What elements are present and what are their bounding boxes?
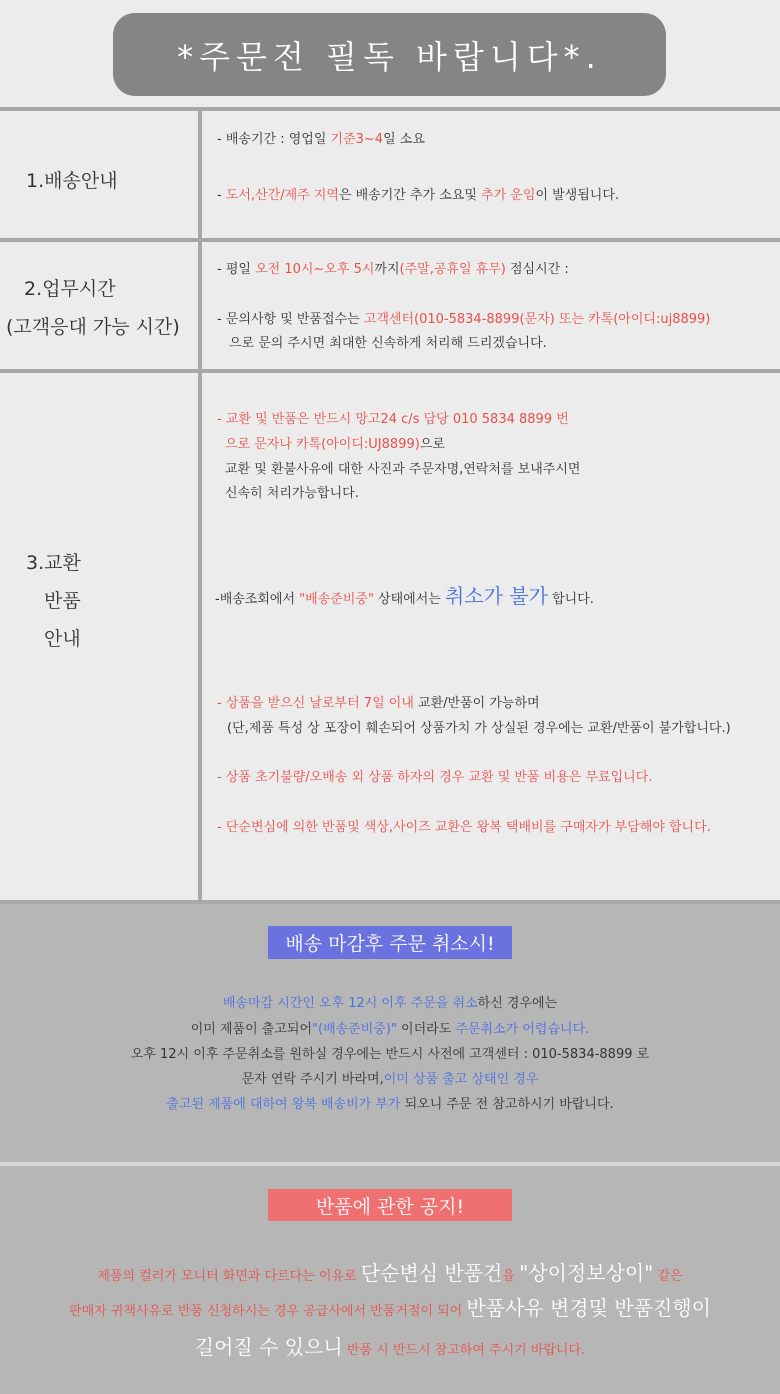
- hours-line: - 평일 오전 10시~오후 5시까지(주말,공휴일 휴무) 점심시간 :: [217, 262, 569, 277]
- cancel-line: 이미 제품이 출고되어"(배송준비중)" 이더라도 주문취소가 어렵습니다.: [190, 1022, 590, 1037]
- divider: [0, 238, 780, 242]
- exchange-photo-note: 교환 및 환불사유에 대한 사진과 주문자명,연락처를 보내주시면: [225, 462, 581, 477]
- exchange-fast-note: 신속히 처리가능합니다.: [225, 486, 359, 501]
- shipping-label: 1.배송안내: [26, 170, 118, 192]
- defect-free-return: - 상품 초기불량/오배송 외 상품 하자의 경우 교환 및 반품 비용은 무료입니다.: [217, 770, 653, 785]
- hours-label: 2.업무시간: [24, 278, 116, 300]
- shipping-period: - 배송기간 : 영업일 기준3~4일 소요: [217, 132, 425, 147]
- shipping-extra: - 도서,산간/제주 지역은 배송기간 추가 소요및 추가 운임이 발생됩니다.: [217, 188, 620, 203]
- exchange-contact: - 교환 및 반품은 반드시 망고24 c/s 담당 010 5834 8899 번: [217, 412, 569, 427]
- return-exception: (단,제품 특성 상 포장이 훼손되어 상품가치 가 상실된 경우에는 교환/반품이 불가합니다.): [227, 721, 731, 736]
- divider: [0, 107, 780, 111]
- exchange-contact-cont: 으로 문자나 카톡(아이디:UJ8899)으로: [225, 437, 445, 452]
- exchange-label: 반품: [44, 590, 81, 612]
- header: [0, 0, 780, 108]
- exchange-label: 3.교환: [26, 552, 81, 574]
- returns-line: 판매자 귀책사유로 반품 신청하시는 경우 공급사에서 반품거절이 되어 반품사유 변경및 반품진행이: [69, 1296, 711, 1320]
- return-period: - 상품을 받으신 날로부터 7일 이내 교환/반품이 가능하며: [217, 696, 540, 711]
- hours-contact-cont: 으로 문의 주시면 최대한 신속하게 처리해 드리겠습니다.: [229, 336, 547, 351]
- divider: [0, 369, 780, 373]
- cancel-line: 문자 연락 주시기 바라며,이미 상품 출고 상태인 경우: [241, 1072, 539, 1087]
- cancel-line: 배송마감 시간인 오후 12시 이후 주문을 취소하신 경우에는: [222, 996, 558, 1011]
- cancel-line: 오후 12시 이후 주문취소를 원하실 경우에는 반드시 사전에 고객센터 : 010-5834-8899 로: [130, 1047, 650, 1062]
- hours-sublabel: (고객응대 가능 시간): [6, 316, 180, 338]
- cancel-not-allowed: -배송조회에서 "배송준비중" 상태에서는 취소가 불가 합니다.: [215, 584, 594, 608]
- page-title: *주문전 필독 바랍니다*.: [113, 13, 666, 96]
- exchange-label: 안내: [44, 628, 81, 650]
- cancel-banner: 배송 마감후 주문 취소시!: [268, 926, 512, 959]
- column-divider: [198, 111, 202, 900]
- change-of-mind-cost: - 단순변심에 의한 반품및 색상,사이즈 교환은 왕복 택배비를 구매자가 부담해야 합니다.: [217, 820, 711, 835]
- returns-line: 제품의 컬러가 모니터 화면과 다르다는 이유로 단순변심 반품건을 "상이정보상이" 같은: [97, 1261, 683, 1285]
- returns-line: 길어질 수 있으니 반품 시 반드시 참고하여 주시기 바랍니다.: [194, 1335, 586, 1359]
- returns-banner: 반품에 관한 공지!: [268, 1189, 512, 1221]
- hours-contact: - 문의사항 및 반품접수는 고객센터(010-5834-8899(문자) 또는 카톡(아이디:uj8899): [217, 312, 711, 327]
- cancel-line: 출고된 제품에 대하여 왕복 배송비가 부가 되오니 주문 전 참고하시기 바랍니다.: [166, 1097, 614, 1112]
